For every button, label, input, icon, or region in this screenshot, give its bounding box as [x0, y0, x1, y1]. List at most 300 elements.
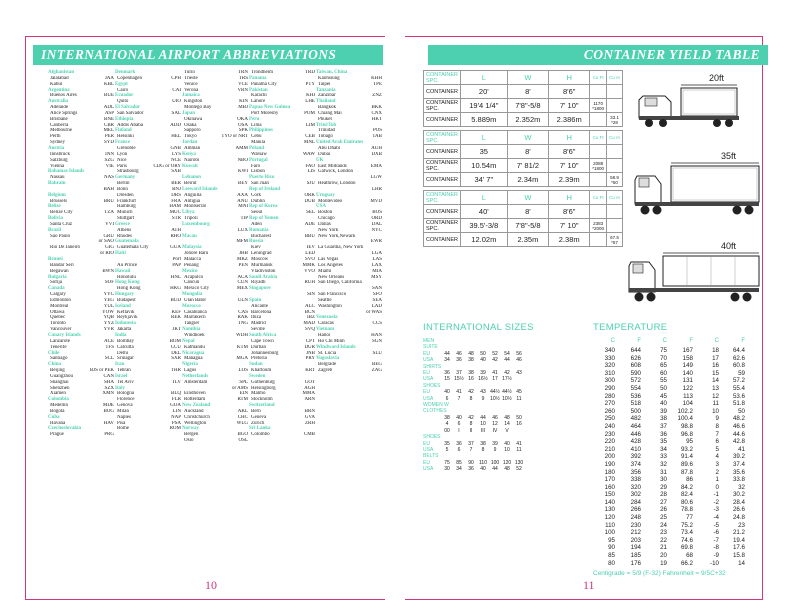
- city-name: Johore Baru: [184, 251, 209, 257]
- temperature-row: [593, 393, 753, 401]
- airport-code: MUC: [169, 210, 181, 216]
- temperature-value: 35: [660, 438, 667, 446]
- temperature-row: [593, 560, 753, 568]
- airport-code: LHR: [372, 186, 382, 192]
- temperature-value: 77: [686, 514, 693, 522]
- city-name: Helsinki: [117, 134, 134, 140]
- country-name: Germany: [115, 175, 136, 181]
- size-value: [513, 428, 525, 434]
- airport-code: SIN: [306, 292, 315, 298]
- airport-code: FLR: [171, 397, 181, 403]
- airport-code: MMK: [302, 262, 315, 268]
- airport-code: MEX: [236, 286, 248, 292]
- temperature-value: 50: [660, 384, 667, 392]
- container-cell: CONTAINER: [424, 205, 461, 219]
- size-value: 44: [492, 466, 498, 473]
- city-name: Hamburg: [117, 204, 136, 210]
- container-cell: 20': [460, 85, 507, 99]
- airport-code: KEF: [171, 309, 181, 315]
- size-category: SHOES: [423, 434, 441, 441]
- city-name: Acapulco: [184, 274, 204, 280]
- airport-title-banner: INTERNATIONAL AIRPORT ABBREVIATIONS: [33, 45, 383, 65]
- country-group: [249, 158, 315, 176]
- temperature-value: 230: [604, 430, 615, 438]
- city-name: East Midlands: [318, 163, 347, 169]
- temperature-value: 37.4: [732, 460, 745, 468]
- country-group: [48, 228, 114, 257]
- country-name: Guatemala: [115, 239, 139, 245]
- country-name: Afghanistan: [48, 70, 75, 75]
- city-name: Jakarta: [117, 327, 132, 333]
- temperature-value: 65: [660, 362, 667, 370]
- airport-code: BUD: [170, 297, 181, 303]
- airport-code: TAB: [372, 134, 382, 140]
- city-name: Bern: [251, 408, 261, 414]
- temperature-value: 21.2: [732, 529, 745, 537]
- city-name: Bombay: [117, 338, 134, 344]
- container-cell: 7' 10": [549, 159, 590, 173]
- country-group: [115, 386, 181, 433]
- container-cell: 2.39m: [549, 173, 590, 187]
- airport-row: [182, 438, 248, 444]
- city-name: Las Vegas: [318, 257, 339, 262]
- temperature-value: 644: [630, 347, 641, 354]
- city-name: Berlin: [117, 181, 130, 187]
- airport-code: SVQ: [304, 327, 315, 333]
- temperature-value: 0: [715, 483, 719, 491]
- country-group: [48, 351, 114, 363]
- container-header-row: [424, 71, 623, 85]
- airport-code: XMN: [102, 391, 114, 397]
- airport-code: LIS: [307, 169, 315, 175]
- temperature-value: 340: [604, 347, 615, 354]
- temperature-row: [593, 400, 753, 408]
- country-group: [115, 105, 181, 117]
- size-region: EU: [423, 350, 430, 357]
- temperature-value: 5: [715, 445, 719, 453]
- size-value: 15: [444, 376, 450, 383]
- country-name: Macau: [182, 233, 197, 239]
- airport-code: TIP: [240, 216, 248, 222]
- country-group: [48, 426, 114, 438]
- country-name: Norway: [182, 426, 199, 432]
- country-name: France: [115, 140, 130, 146]
- airport-code: WAW: [302, 151, 315, 157]
- international-sizes: [423, 338, 553, 473]
- country-name: Bahamas Islands: [48, 169, 85, 175]
- airport-code: KHH: [371, 75, 382, 81]
- city-name: Verona: [184, 87, 199, 93]
- city-name: Nice: [117, 157, 127, 163]
- country-group: [182, 245, 248, 268]
- container-cell: 2.38m: [549, 233, 590, 247]
- temperature-value: 284: [630, 498, 641, 506]
- country-group: [182, 339, 248, 351]
- country-group: [182, 362, 248, 374]
- airport-code: TRS: [238, 75, 248, 81]
- city-name: Oslo: [184, 438, 194, 444]
- container-cell: [590, 145, 607, 159]
- temperature-value: 500: [630, 407, 641, 415]
- city-name: Leningrad: [251, 251, 272, 257]
- airport-code: JNB: [306, 350, 315, 356]
- temperature-value: 75.2: [680, 521, 693, 529]
- temperature-value: -8: [713, 544, 719, 552]
- size-value: 6: [445, 395, 449, 402]
- airport-code: OKA: [237, 116, 248, 122]
- size-value: 44: [504, 357, 510, 364]
- airport-code: SPK: [238, 128, 248, 134]
- size-value: 48: [468, 350, 474, 357]
- size-value: 42: [468, 389, 474, 396]
- city-name: Wellington: [184, 420, 207, 426]
- city-name: Canberra: [50, 122, 69, 128]
- size-value: 46: [456, 350, 462, 357]
- temperature-value: 28: [660, 491, 667, 499]
- country-group: [115, 374, 181, 386]
- country-group: [48, 216, 114, 228]
- temperature-value: 32: [738, 483, 745, 491]
- city-name: San Juan: [251, 181, 269, 187]
- page-number-left: 10: [205, 578, 217, 592]
- airport-code: TZA: [104, 210, 114, 216]
- city-name: Hong Kong: [117, 286, 141, 292]
- temperature-value: 91.4: [680, 453, 693, 461]
- airport-column: [316, 70, 382, 374]
- country-name: Sweden: [249, 373, 266, 379]
- country-name: Puerto Rico: [249, 175, 275, 181]
- country-name: Vietnam: [316, 327, 335, 333]
- size-value: 52: [516, 466, 522, 473]
- airport-code: TLV: [171, 379, 181, 385]
- city-name: Turin: [184, 70, 195, 75]
- country-group: [249, 333, 315, 362]
- size-category: WOMEN W: [423, 402, 449, 409]
- country-group: [316, 345, 382, 357]
- temperature-value: -1: [713, 491, 719, 499]
- temperature-value: 7: [715, 430, 719, 438]
- country-group: [48, 146, 114, 169]
- city-name: Okinawa: [184, 116, 203, 122]
- airport-code: BEG: [372, 362, 382, 368]
- size-category: BELTS: [423, 453, 439, 460]
- container-header-cell: W: [507, 191, 549, 205]
- city-name: Beirut: [184, 181, 197, 187]
- airport-code: VIE: [105, 163, 114, 169]
- temperature-value: 70: [660, 354, 667, 362]
- size-value: 7: [469, 446, 473, 453]
- city-name: Anguilla: [184, 192, 202, 198]
- city-name: Medellin: [50, 403, 69, 409]
- temperature-header: C: [714, 338, 719, 344]
- country-name: Spain: [249, 297, 262, 303]
- airport-code: CNX: [371, 110, 382, 116]
- airport-code: YOW: [102, 309, 114, 315]
- container-cell: 2383 *2000: [590, 219, 607, 233]
- container-cell: [607, 145, 623, 159]
- airport-code: BER: [171, 181, 181, 187]
- airport-code: ARN: [304, 397, 315, 403]
- airport-code: VRN: [237, 87, 248, 93]
- size-value: 40: [480, 466, 486, 473]
- airport-code: MEL: [103, 128, 114, 134]
- airport-code: YQB: [103, 315, 114, 321]
- temperature-value: 220: [604, 438, 615, 446]
- airport-code: CMB: [303, 432, 315, 438]
- temperature-value: 23: [738, 521, 745, 529]
- temperature-value: 203: [630, 536, 641, 544]
- temperature-value: -4: [713, 514, 719, 522]
- country-group: [182, 351, 248, 363]
- temperature-value: 302: [630, 491, 641, 499]
- temperature-row: [593, 362, 753, 370]
- airport-code: MDE: [102, 403, 114, 409]
- container-cell: CONTAINER: [424, 85, 461, 99]
- temperature-value: -7: [713, 536, 719, 544]
- city-name: Buenos Aires: [50, 93, 77, 99]
- temperature-value: 45: [660, 392, 667, 400]
- airport-code: BBU: [304, 233, 315, 239]
- airport-code: ROM: [169, 426, 181, 432]
- size-value: 52: [492, 350, 498, 357]
- right-page: [395, 0, 790, 610]
- temperature-value: 250: [604, 415, 615, 423]
- container-cell: [590, 85, 607, 99]
- size-value: 38: [444, 414, 450, 421]
- airport-code: RHO: [170, 233, 181, 239]
- country-name: Saudi Arabia: [249, 274, 278, 280]
- size-value: 36: [456, 440, 462, 447]
- container-cell: CONTAINER SPC.: [424, 219, 461, 233]
- airport-code: NBO: [237, 157, 248, 163]
- airport-code: SLU: [372, 350, 382, 356]
- size-value: 35: [444, 440, 450, 447]
- temperature-value: 51.8: [732, 400, 745, 408]
- city-name: Bologna: [117, 391, 134, 397]
- temperature-value: 41: [738, 445, 745, 453]
- city-name: Lima: [251, 122, 262, 128]
- temperature-value: 200: [604, 453, 615, 461]
- temperature-value: 80: [608, 559, 615, 567]
- airport-code: LAS: [372, 257, 382, 262]
- city-name: Khartoum: [251, 368, 272, 374]
- temperature-value: 150: [604, 491, 615, 499]
- sizes-title: INTERNATIONAL SIZES: [423, 322, 534, 333]
- temperature-value: 75: [660, 347, 667, 354]
- airport-code: ALC: [305, 303, 315, 309]
- size-value: 48: [504, 414, 510, 421]
- temperature-value: -3: [713, 506, 719, 514]
- container-cell: 8'6": [549, 85, 590, 99]
- city-name: Windhoek: [184, 332, 205, 338]
- size-value: 130: [514, 459, 524, 466]
- country-group: [182, 152, 248, 164]
- size-value: 46: [516, 357, 522, 364]
- airport-code: HAV: [103, 420, 114, 426]
- airport-code: GOA: [170, 403, 181, 409]
- country-name: Hungary: [115, 292, 135, 298]
- container-row: [424, 113, 623, 127]
- airport-code: NAS: [103, 175, 114, 181]
- temperature-value: 82.4: [680, 491, 693, 499]
- temperature-value: 48.2: [732, 415, 745, 423]
- city-name: Copenhagen: [117, 75, 142, 81]
- size-value: [513, 376, 525, 382]
- airport-code: EWR: [370, 239, 382, 245]
- country-name: Indonesia: [115, 321, 136, 327]
- country-name: Mexico: [182, 268, 198, 274]
- country-name: Chile: [48, 350, 60, 356]
- temperature-value: 11: [712, 400, 719, 408]
- country-name: Jamaica: [182, 93, 200, 99]
- temperature-value: 35.6: [732, 468, 745, 476]
- city-name: Belize City: [50, 210, 73, 216]
- airport-code: SEA: [372, 297, 382, 303]
- city-name: Au Prince: [117, 262, 138, 268]
- city-name: Alicante: [251, 303, 268, 309]
- airport-code: TFS: [105, 344, 114, 350]
- temperature-row: [593, 499, 753, 507]
- airport-code: POS: [372, 128, 382, 134]
- size-value: 38: [468, 370, 474, 377]
- country-name: Portugal: [249, 157, 268, 163]
- city-name: Trieste: [184, 75, 198, 81]
- city-name: Addis Ababa: [117, 122, 143, 128]
- city-name: Jalalabad: [50, 75, 69, 81]
- airport-code: SEL: [306, 210, 315, 216]
- temperature-value: 270: [604, 400, 615, 408]
- airport-code: or SAO: [98, 239, 114, 245]
- airport-code: OSA: [237, 122, 248, 128]
- airport-row: [316, 368, 382, 374]
- airport-code: CBR: [103, 122, 114, 128]
- country-group: [249, 426, 315, 438]
- country-name: Egypt: [115, 81, 128, 87]
- country-name: Singapore: [249, 286, 271, 292]
- city-name: Seville: [251, 327, 265, 333]
- airport-code: LIM: [305, 122, 315, 128]
- country-name: Greece: [115, 221, 130, 227]
- country-group: [316, 315, 382, 327]
- city-name: Montevideo: [318, 198, 343, 204]
- temperature-value: 10: [712, 407, 719, 415]
- city-name: [316, 187, 318, 193]
- temperature-value: 15: [712, 369, 719, 377]
- temperature-value: 15.8: [732, 552, 745, 560]
- city-name: Marrakech: [184, 315, 206, 321]
- country-group: [249, 239, 315, 274]
- truck-20ft-label: 20ft: [709, 73, 725, 83]
- country-group: [249, 286, 315, 298]
- city-name: Salzburg: [50, 157, 68, 163]
- size-value: 6: [457, 421, 461, 428]
- temperature-value: 60: [660, 369, 667, 377]
- temperature-value: 4: [715, 453, 719, 461]
- size-value: 44½: [490, 389, 500, 396]
- city-name: Stockholm: [251, 397, 273, 403]
- temperature-value: 95: [686, 438, 693, 446]
- city-name: Trinidad: [318, 128, 336, 134]
- size-value: IV: [492, 427, 498, 434]
- city-name: Montserrat: [184, 204, 206, 210]
- country-group: [48, 415, 114, 427]
- size-value: 50: [516, 414, 522, 421]
- city-name: Perth: [50, 134, 61, 140]
- city-name: Bonn: [117, 186, 128, 192]
- city-name: Port Moresby: [251, 110, 279, 116]
- size-region: USA: [423, 466, 434, 473]
- container-header-cell: Cu m: [607, 71, 623, 85]
- size-category: SUITE: [423, 344, 438, 351]
- airport-column: [115, 70, 181, 432]
- container-cell: [590, 173, 607, 187]
- size-value: 17½: [502, 376, 512, 383]
- airport-code: LOS: [238, 368, 248, 374]
- airport-code: GNB: [170, 145, 181, 151]
- city-name: Zagreb: [318, 368, 333, 374]
- airport-code: EIN: [239, 391, 248, 397]
- size-value: 17: [492, 376, 498, 383]
- city-name: Pretoria: [251, 356, 267, 362]
- country-name: Hawaii: [115, 268, 131, 274]
- airport-code: MGA: [236, 356, 248, 362]
- temperature-value: 18: [712, 347, 719, 354]
- temperature-value: 17: [712, 354, 719, 362]
- size-value: 50: [480, 350, 486, 357]
- temperature-value: 160: [604, 483, 615, 491]
- temperature-value: 185: [630, 552, 641, 560]
- airport-code: MIA: [372, 268, 382, 274]
- airport-code: CCU: [170, 344, 181, 350]
- airport-code: BLQ: [171, 391, 181, 397]
- airport-code: IBZ: [306, 315, 315, 321]
- country-name: New Zealand: [182, 403, 211, 409]
- size-region: EU: [423, 389, 430, 396]
- size-value: 34: [456, 466, 462, 473]
- airport-code: DAL: [371, 221, 382, 227]
- country-group: [48, 181, 114, 193]
- city-name: Lahore: [251, 99, 266, 105]
- airport-code: KHI: [306, 93, 315, 99]
- container-header-cell: H: [549, 71, 590, 85]
- country-group: [182, 111, 248, 140]
- city-name: Santiago: [50, 356, 68, 362]
- city-name: Bangkok: [318, 105, 337, 111]
- country-group: [48, 70, 114, 88]
- airport-code: YYZ: [103, 321, 114, 327]
- airport-code: PSA: [171, 420, 181, 426]
- city-name: Heathrow, London: [318, 181, 356, 187]
- city-name: Guatemala City: [117, 245, 149, 251]
- airport-code: HAN: [371, 332, 382, 338]
- city-name: Tel Aviv: [117, 379, 134, 385]
- airport-code: CEB: [305, 134, 315, 140]
- airport-code: BAH: [103, 186, 114, 192]
- city-name: Chicago: [318, 216, 335, 222]
- airport-code: SFO: [372, 292, 382, 298]
- city-name: Ulan Bator: [184, 297, 207, 303]
- city-name: Delhi: [117, 350, 129, 356]
- airport-code: Port: [172, 257, 181, 262]
- airport-code: SOF: [104, 280, 114, 286]
- container-row: [424, 219, 623, 233]
- temperature-header: F: [637, 338, 641, 344]
- city-name: Xiamen: [50, 391, 66, 397]
- airport-code: MNL: [303, 140, 315, 146]
- airport-code: HAM: [169, 204, 181, 210]
- city-name: Kaohsiung: [318, 75, 340, 81]
- airport-column: [249, 70, 315, 438]
